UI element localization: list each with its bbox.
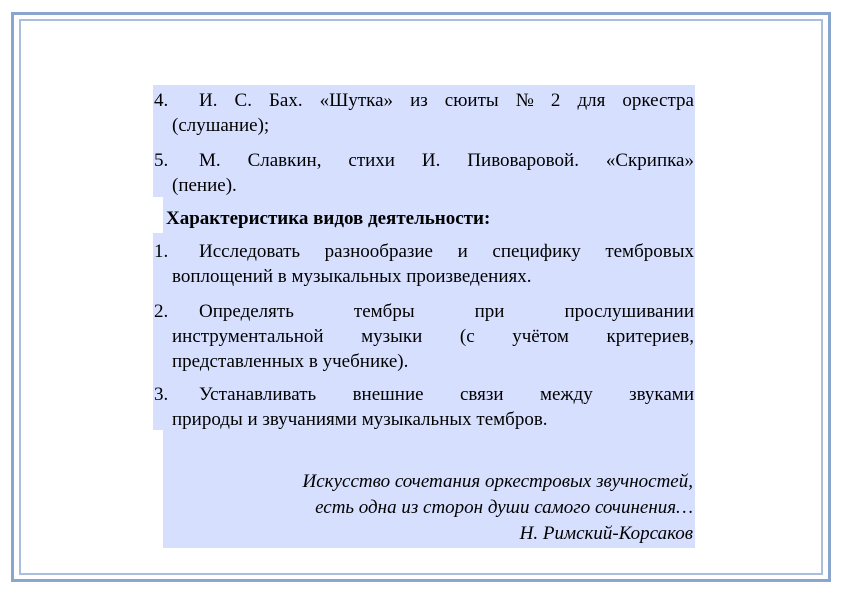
epigraph-author: Н. Римский-Корсаков xyxy=(519,523,693,544)
activity-text-line: представленных в учебнике). xyxy=(172,351,409,372)
activity-text-line: воплощений в музыкальных произведениях. xyxy=(172,266,532,287)
word: 2 xyxy=(550,90,561,111)
activity-text-line: инструментальной музыки (с учётом критериев, xyxy=(172,326,694,347)
activity-text-line: природы и звучаниями музыкальных тембров. xyxy=(172,409,548,430)
epigraph-line: есть одна из сторон души самого сочинения… xyxy=(315,497,693,518)
list-item-text-line: (слушание); xyxy=(172,115,270,136)
word: для xyxy=(577,90,606,111)
activity-text-line: Устанавливать внешние связи между звуками xyxy=(199,384,694,405)
activity-text-line: Исследовать разнообразие и специфику тембровых xyxy=(199,241,694,262)
activity-number: 1. xyxy=(154,241,169,262)
list-item-text-line xyxy=(199,89,694,112)
activity-number: 3. xyxy=(154,384,169,405)
activity-text-line: Определять тембры при прослушивании xyxy=(199,301,694,322)
list-item-number: 4. xyxy=(154,90,169,111)
word: «Шутка» xyxy=(319,90,394,111)
list-item-text-line: (пение). xyxy=(172,175,237,196)
word: сюиты xyxy=(444,90,499,111)
section-heading: Характеристика видов деятельности: xyxy=(166,208,491,229)
activity-number: 2. xyxy=(154,301,169,322)
word: из xyxy=(410,90,428,111)
list-item-text-line: М. Славкин, стихи И. Пивоваровой. «Скрипка» xyxy=(199,150,694,171)
epigraph-line: Искусство сочетания оркестровых звучностей, xyxy=(302,471,693,492)
word: Бах. xyxy=(269,90,303,111)
word: оркестра xyxy=(622,90,694,111)
word: С. xyxy=(234,90,252,111)
word: И. xyxy=(199,90,218,111)
list-item-number: 5. xyxy=(154,150,169,171)
word: № xyxy=(515,90,534,111)
